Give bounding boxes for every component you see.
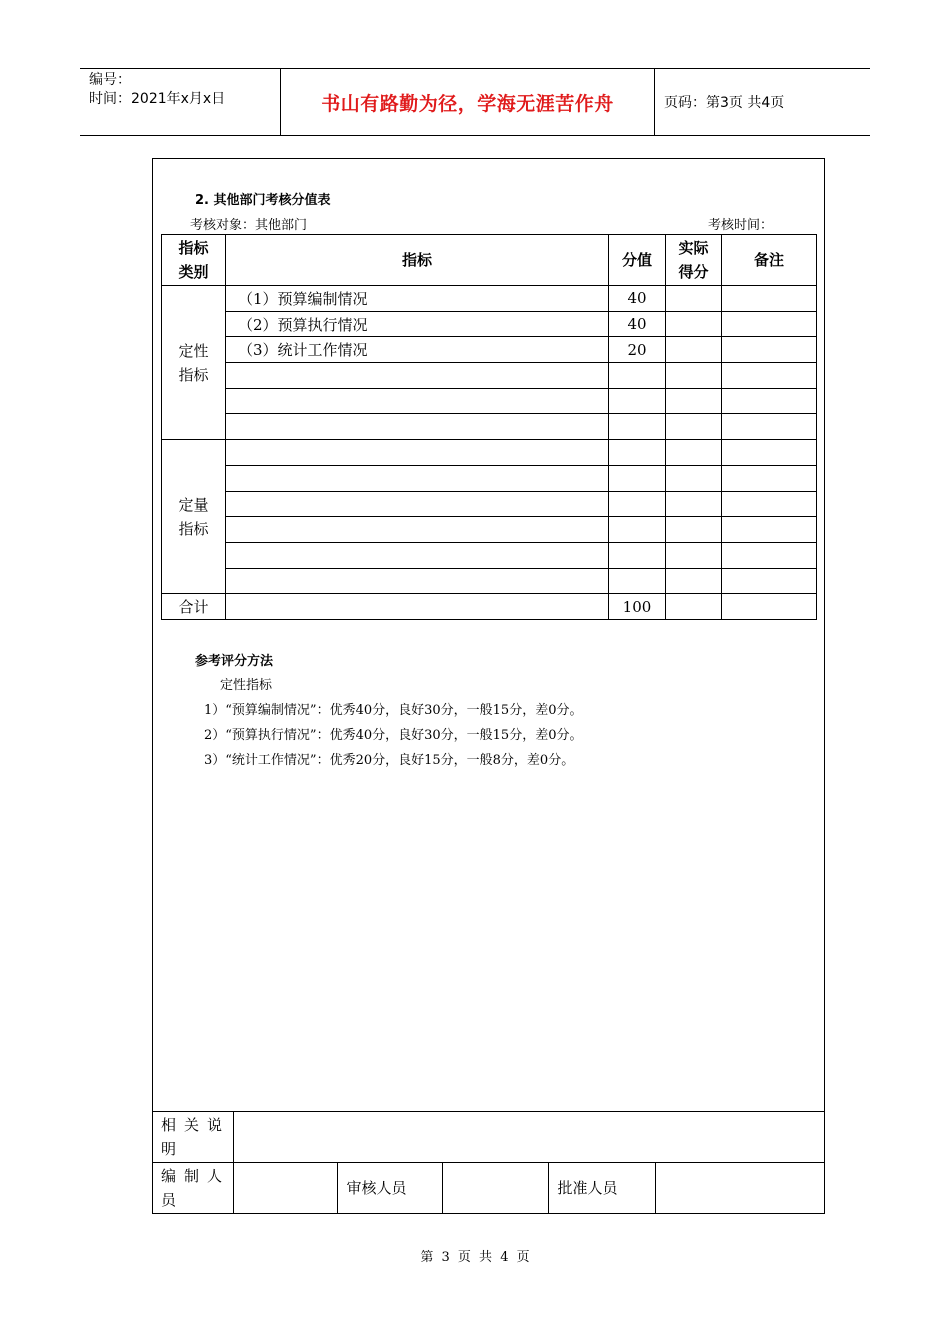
remark-cell — [722, 517, 817, 543]
score-cell — [609, 388, 666, 414]
page-footer: 第 3 页 共 4 页 — [420, 1250, 530, 1265]
table-row — [162, 414, 817, 440]
header-indicator: 指标 — [226, 235, 609, 286]
actual-score-cell — [666, 568, 722, 594]
actual-score-cell — [666, 491, 722, 517]
remark-cell — [722, 414, 817, 440]
table-row — [162, 363, 817, 389]
reviewer-value — [442, 1163, 548, 1214]
indicator-cell — [226, 517, 609, 543]
score-table — [161, 234, 817, 620]
indicator-cell — [226, 568, 609, 594]
header-page-number: 页码：第3页 共4页 — [664, 95, 785, 111]
date-label: 时间：2021年x月x日 — [89, 91, 226, 107]
score-cell — [609, 517, 666, 543]
table-row — [162, 568, 817, 594]
indicator-cell: （3）统计工作情况 — [226, 337, 609, 363]
actual-score-cell — [666, 363, 722, 389]
section-title: 2. 其他部门考核分值表 — [195, 193, 331, 208]
serial-number-label: 编号： — [89, 72, 131, 88]
notes-label-text: 相关说明 — [161, 1116, 231, 1158]
scoring-rule: 2）“预算执行情况”：优秀40分，良好30分，一般15分，差0分。 — [204, 728, 583, 743]
remark-cell — [722, 491, 817, 517]
table-row — [162, 465, 817, 491]
header-category — [162, 235, 226, 286]
actual-score-cell — [666, 311, 722, 337]
score-cell: 40 — [609, 311, 666, 337]
reference-subtitle: 定性指标 — [220, 678, 273, 693]
document-header — [80, 68, 870, 136]
indicator-cell — [226, 414, 609, 440]
total-score: 100 — [609, 594, 666, 620]
total-actual-cell — [666, 594, 722, 620]
score-cell — [609, 465, 666, 491]
indicator-cell — [226, 542, 609, 568]
assessment-time: 考核时间： — [708, 218, 774, 233]
header-remark: 备注 — [722, 235, 817, 286]
indicator-cell — [226, 388, 609, 414]
reference-title: 参考评分方法 — [195, 654, 274, 669]
header-actual — [666, 235, 722, 286]
prepared-value — [233, 1163, 337, 1214]
category-qualitative-text: 定性指标 — [178, 341, 209, 384]
scoring-rule: 3）“统计工作情况”：优秀20分，良好15分，一般8分，差0分。 — [204, 753, 575, 768]
approver-label: 批准人员 — [548, 1163, 655, 1214]
actual-score-cell — [666, 414, 722, 440]
total-indicator-cell — [226, 594, 609, 620]
category-quantitative — [162, 440, 226, 594]
remark-cell — [722, 286, 817, 312]
prepared-label-text: 编制人员 — [161, 1167, 231, 1209]
score-cell: 40 — [609, 286, 666, 312]
indicator-cell: （2）预算执行情况 — [226, 311, 609, 337]
actual-score-cell — [666, 337, 722, 363]
prepared-label — [152, 1163, 233, 1214]
indicator-cell — [226, 491, 609, 517]
actual-score-cell — [666, 286, 722, 312]
header-info-cell — [80, 69, 281, 135]
remark-cell — [722, 363, 817, 389]
notes-value — [233, 1112, 825, 1163]
remark-cell — [722, 311, 817, 337]
remark-cell — [722, 440, 817, 466]
score-cell: 20 — [609, 337, 666, 363]
score-cell — [609, 440, 666, 466]
table-row — [162, 388, 817, 414]
signoff-table — [152, 1111, 825, 1213]
remark-cell — [722, 465, 817, 491]
actual-score-cell — [666, 440, 722, 466]
score-cell — [609, 414, 666, 440]
scoring-rule: 1）“预算编制情况”：优秀40分，良好30分，一般15分，差0分。 — [204, 703, 583, 718]
table-header-row — [162, 235, 817, 286]
header-actual-text: 实际得分 — [678, 239, 709, 281]
notes-row — [152, 1112, 825, 1163]
remark-cell — [722, 568, 817, 594]
indicator-cell: （1）预算编制情况 — [226, 286, 609, 312]
signature-row — [152, 1163, 825, 1214]
score-cell — [609, 491, 666, 517]
header-category-text: 指标类别 — [178, 239, 209, 281]
actual-score-cell — [666, 388, 722, 414]
remark-cell — [722, 542, 817, 568]
table-row — [162, 491, 817, 517]
total-remark-cell — [722, 594, 817, 620]
approver-value — [655, 1163, 825, 1214]
table-row — [162, 311, 817, 337]
score-cell — [609, 568, 666, 594]
category-quantitative-text: 定量指标 — [178, 495, 209, 538]
score-cell — [609, 363, 666, 389]
table-row — [162, 440, 817, 466]
indicator-cell — [226, 440, 609, 466]
content-frame — [152, 158, 825, 1214]
table-row — [162, 337, 817, 363]
category-qualitative — [162, 286, 226, 440]
assessment-target: 考核对象：其他部门 — [190, 218, 308, 233]
reviewer-label: 审核人员 — [337, 1163, 442, 1214]
remark-cell — [722, 388, 817, 414]
header-score: 分值 — [609, 235, 666, 286]
notes-label — [152, 1112, 233, 1163]
total-label: 合计 — [162, 594, 226, 620]
indicator-cell — [226, 363, 609, 389]
actual-score-cell — [666, 542, 722, 568]
indicator-cell — [226, 465, 609, 491]
total-row — [162, 594, 817, 620]
table-row — [162, 517, 817, 543]
header-motto: 书山有路勤为径，学海无涯苦作舟 — [281, 69, 655, 135]
actual-score-cell — [666, 517, 722, 543]
score-cell — [609, 542, 666, 568]
table-row — [162, 542, 817, 568]
remark-cell — [722, 337, 817, 363]
table-row — [162, 286, 817, 312]
actual-score-cell — [666, 465, 722, 491]
